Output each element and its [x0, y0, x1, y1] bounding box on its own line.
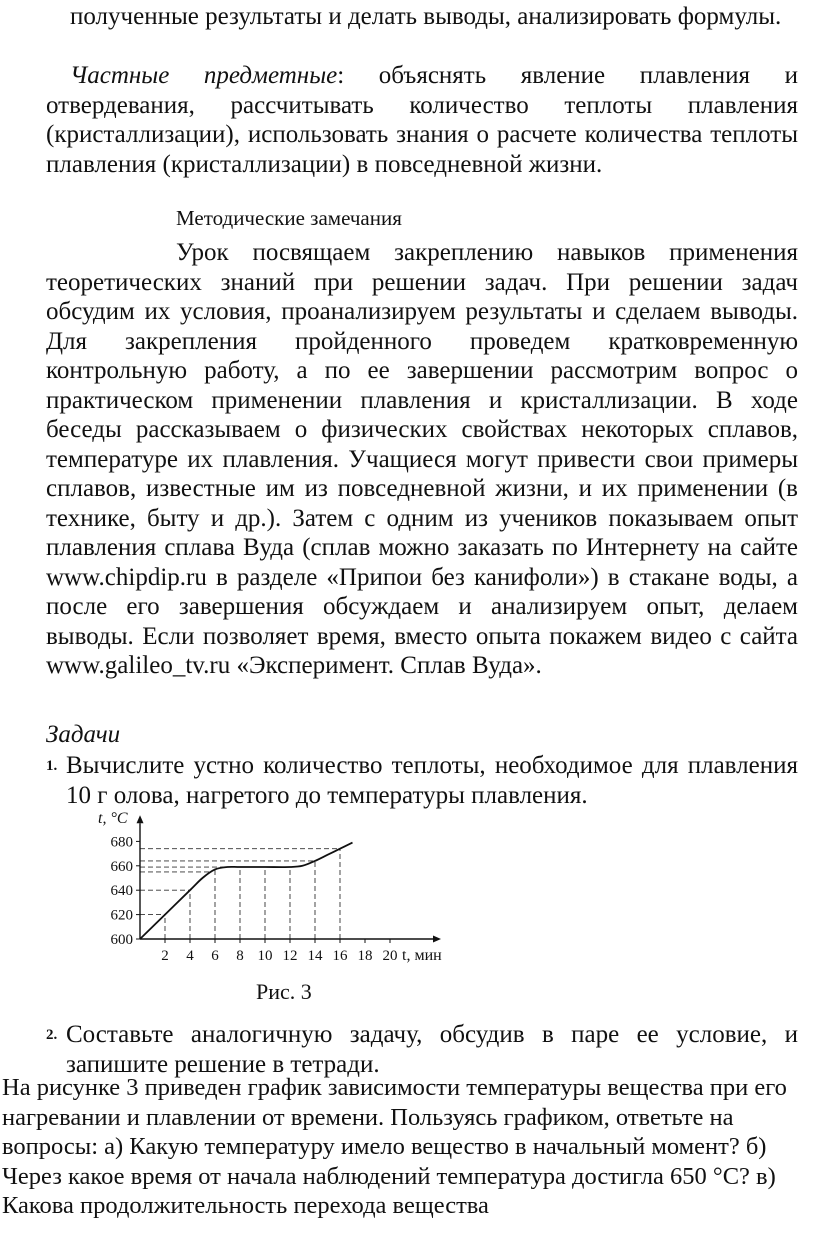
x-tick-label: 16 — [332, 948, 348, 964]
paragraph-intro: полученные результаты и делать выводы, анализировать формулы. — [70, 3, 782, 30]
x-tick-label: 14 — [307, 948, 323, 964]
task-number: 1. — [46, 758, 58, 774]
chart-axes — [137, 815, 442, 942]
y-tick-label: 660 — [110, 858, 133, 875]
y-axis-label: t, °C — [98, 810, 128, 827]
chart-series — [140, 843, 353, 939]
x-tick-label: 20 — [382, 948, 398, 964]
x-tick-label: 18 — [357, 948, 373, 964]
task-number: 2. — [46, 1027, 58, 1043]
y-tick-label: 680 — [110, 834, 133, 851]
task-text: Составьте аналогичную задачу, обсудив в паре ее условие, и запишите решение в тетради. — [66, 1021, 798, 1078]
x-tick-label: 10 — [257, 948, 273, 964]
paragraph-subject-goals — [46, 61, 798, 179]
paragraph-methodology: Урок посвящаем закреплению навыков применения теоретических знаний при решении задач. При решении задач обсудим их условия, проанализируем результаты и сделаем выводы. Для закрепления пройденного проведем кратковременную контрольную работу, а по ее завершении рассмотрим вопрос о практическом применении плавления и кристаллизации. В ходе беседы рассказываем о физических свойствах некоторых сплавов, температуре их плавления. Учащиеся могут привести свои примеры сплавов, известные им из повседневной жизни, и их применении (в технике, быту и др.). Затем с одним из учеников показываем опыт плавления сплава Вуда (сплав можно заказать по Интернету на сайте www.chipdip.ru в разделе «Припои без канифоли») в стакане воды, а после его завершения обсуждаем и анализируем опыт, делаем выводы. Если позволяет время, вместо опыта покажем видео с сайта www.galileo_tv.ru «Эксперимент. Сплав Вуда». — [46, 239, 798, 679]
x-tick-label: 4 — [186, 948, 194, 964]
y-axis-arrow — [137, 815, 144, 823]
y-tick-label: 620 — [110, 907, 133, 924]
chart-ticks — [111, 834, 398, 964]
x-tick-label: 12 — [282, 948, 298, 964]
subject-goals-lead: Частные предметные — [70, 62, 338, 89]
x-axis-arrow — [433, 936, 441, 943]
y-tick-label: 640 — [110, 883, 133, 900]
x-tick-label: 6 — [211, 948, 219, 964]
y-tick-label: 600 — [110, 932, 133, 948]
task-item-1 — [46, 751, 798, 810]
tasks-heading: Задачи — [46, 721, 121, 748]
task-item-2 — [46, 1020, 798, 1079]
x-tick-label: 8 — [236, 948, 244, 964]
x-tick-label: 2 — [161, 948, 169, 964]
x-axis-label: t, мин — [402, 947, 442, 964]
temperature-time-chart — [90, 805, 470, 973]
task-text: Вычислите устно количество теплоты, необходимое для плавления 10 г олова, нагретого до температуры плавления. — [66, 752, 798, 809]
subject-goals-text: : объяснять явление плавления и отвердевания, рассчитывать количество теплоты плавления (кристаллизации), использовать знания о расчете количества теплоты плавления (кристаллизации) в повседневной жизни. — [46, 62, 798, 178]
paragraph-figure-questions: На рисунке 3 приведен график зависимости температуры вещества при его нагревании и плавлении от времени. Пользуясь графиком, ответьте на вопросы: а) Какую температуру имело вещество в начальный момент? б) Через какое время от начала наблюдений температура достигла 650 °С? в) Какова продолжительность перехода вещества — [2, 1074, 787, 1219]
series-line-temperature — [140, 843, 353, 939]
figure-caption: Рис. 3 — [256, 979, 312, 1004]
section-title: Методические замечания — [176, 206, 402, 230]
